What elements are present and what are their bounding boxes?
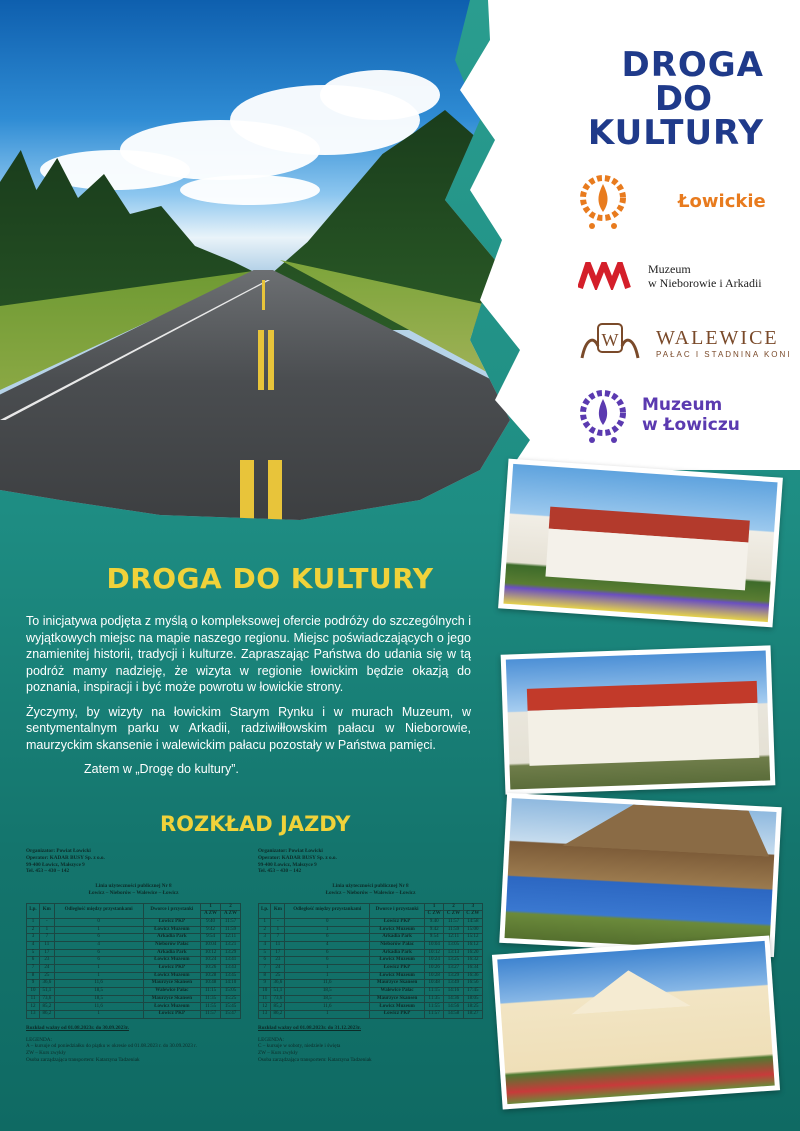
table-cell: 10:48 bbox=[201, 980, 221, 988]
table-cell: 13:49 bbox=[444, 980, 463, 988]
table-cell: 25 bbox=[39, 972, 54, 980]
table-cell: 86,2 bbox=[39, 1011, 54, 1019]
table-row bbox=[259, 918, 483, 926]
table-cell: 18:05 bbox=[463, 995, 482, 1003]
table-cell: 1 bbox=[54, 965, 143, 973]
table-cell: 13 bbox=[27, 1011, 40, 1019]
table-row bbox=[259, 980, 483, 988]
table-cell: 10:28 bbox=[424, 972, 443, 980]
table-cell: 13 bbox=[259, 1011, 271, 1019]
table-cell: 9 bbox=[259, 980, 271, 988]
table-cell: 73,6 bbox=[39, 995, 54, 1003]
table-cell: 1 bbox=[285, 965, 370, 973]
schedule-title: ROZKŁAD JAZDY bbox=[160, 812, 351, 836]
table-cell: Łowicz PKP bbox=[143, 918, 201, 926]
table-cell: Walewice Pałac bbox=[143, 988, 201, 996]
table-row bbox=[259, 995, 483, 1003]
table-cell: 5 bbox=[259, 949, 271, 957]
table-cell: 1 bbox=[271, 926, 285, 934]
table-row bbox=[27, 972, 241, 980]
table-cell: 13:13 bbox=[444, 949, 463, 957]
table-cell: Łowicz Muzeum bbox=[370, 1003, 425, 1011]
hero-road-photo bbox=[0, 0, 520, 540]
table-cell: 18:27 bbox=[463, 1011, 482, 1019]
table-cell: 0 bbox=[54, 918, 143, 926]
table-cell: 13:43 bbox=[221, 965, 241, 973]
table-cell: 10:04 bbox=[424, 941, 443, 949]
table-cell: 13:29 bbox=[444, 972, 463, 980]
table-cell: 15:00 bbox=[463, 926, 482, 934]
table-row bbox=[27, 941, 241, 949]
table-cell: 18,5 bbox=[285, 988, 370, 996]
table-cell: 14:36 bbox=[444, 995, 463, 1003]
muzeum-nieborow-logo: Muzeum w Nieborowie i Arkadii bbox=[578, 262, 762, 291]
table-cell: 13:27 bbox=[444, 965, 463, 973]
table-cell: Maurzyce Skansen bbox=[370, 980, 425, 988]
table-cell: 1 bbox=[259, 918, 271, 926]
table-cell: Arkadia Park bbox=[143, 949, 201, 957]
table-cell: 11 bbox=[39, 941, 54, 949]
table-cell: 12 bbox=[27, 1003, 40, 1011]
table-cell: 10 bbox=[27, 988, 40, 996]
table-row bbox=[27, 957, 241, 965]
table-cell: - bbox=[271, 918, 285, 926]
table-row bbox=[259, 957, 483, 965]
table-cell: 24 bbox=[39, 965, 54, 973]
table-cell: 10:12 bbox=[424, 949, 443, 957]
intro-paragraph-3: Zatem w „Drogę do kultury”. bbox=[84, 762, 239, 776]
table-cell: 11,6 bbox=[285, 980, 370, 988]
table-cell: 4 bbox=[259, 941, 271, 949]
table-cell: 2 bbox=[27, 926, 40, 934]
table-cell: 15:45 bbox=[221, 1003, 241, 1011]
timetable-1-heading: Linia użyteczności publicznej Nr 8 Łowicz – Nieborów – Walewice – Łowicz bbox=[88, 883, 179, 896]
table-cell: 13:21 bbox=[221, 941, 241, 949]
table-cell: 2 bbox=[259, 926, 271, 934]
table-cell: 1 bbox=[285, 1011, 370, 1019]
table-row bbox=[27, 1011, 241, 1019]
muzeum-lowicz-emblem-icon bbox=[578, 385, 628, 445]
table-row bbox=[27, 988, 241, 996]
table-cell: Łowicz Muzeum bbox=[370, 957, 425, 965]
table-cell: 7 bbox=[259, 965, 271, 973]
table-cell: 15:05 bbox=[221, 988, 241, 996]
table-cell: Maurzyce Skansen bbox=[370, 995, 425, 1003]
table-cell: 15:12 bbox=[463, 934, 482, 942]
table-cell: 7 bbox=[271, 934, 285, 942]
table-cell: 5 bbox=[27, 949, 40, 957]
table-cell: 25 bbox=[271, 972, 285, 980]
table-cell: 23 bbox=[39, 957, 54, 965]
table-row bbox=[27, 949, 241, 957]
table-cell: 15:25 bbox=[221, 995, 241, 1003]
table-cell: 13:29 bbox=[221, 949, 241, 957]
table-cell: Łowicz Muzeum bbox=[143, 926, 201, 934]
walewice-logo: W WALEWICE PAŁAC I STADNINA KONI bbox=[578, 318, 792, 368]
table-cell: 9 bbox=[27, 980, 40, 988]
table-cell: Łowicz PKP bbox=[370, 1011, 425, 1019]
timetable-1: Organizator: Powiat Łowicki Operator: KADAR BUSY Sp. z o.o. 99-400 Łowicz, Małszyce 9 Tel. 453 – 430 – 142 Linia użyteczności publicznej Nr 8 Łowicz – Nieborów – Walewice – Łowicz Lp. Km Odległość między przystankami Dworce i przystanki 1 2 A ZW A ZW 1 - 0 Łowicz PKP 9:40 11:57 2 1 1 Łowicz Muzeum 9:42 11:59 3 7 6 Arkadia Park 9:54 12:11 4 11 4 Nieborów Pałac 10:04 13:21 5 17 6 Arkadia Park 10:12 13:29 6 23 6 Łowicz Muzeum 10:24 13:41 7 24 1 Łowicz PKP 10:26 13:43 8 25 1 Łowicz Muzeum 10:28 13:45 9 36,6 11,6 Maurzyce Skansen 10:48 14:10 10 51,1 18,5 Walewice Pałac 11:15 15:05 11 73,6 18,5 Maurzyce Skansen 11:35 15:25 12 85,2 11,6 Łowicz Muzeum 11:55 15:45 13 86,2 1 Łowicz PKP 11:57 15:47 Rozkład ważny od 01.08.2023r. do 30.09.2023r. LEGENDA: A – kursuje od poniedziałku do piątku w okresie od 01.08.2023 r. do 30.09.2023 r. ZW – Kurs zwykły Osoba zarządzająca transportem: Katarzyna Tadzeniak bbox=[26, 848, 241, 1064]
table-cell: 16:56 bbox=[463, 980, 482, 988]
table-cell: 10:04 bbox=[201, 941, 221, 949]
table-cell: 6 bbox=[27, 957, 40, 965]
table-cell: 16:36 bbox=[463, 972, 482, 980]
table-row bbox=[27, 980, 241, 988]
table-cell: Łowicz PKP bbox=[370, 965, 425, 973]
table-cell: 36,6 bbox=[39, 980, 54, 988]
table-cell: 11:57 bbox=[424, 1011, 443, 1019]
table-cell: Arkadia Park bbox=[143, 934, 201, 942]
table-cell: 1 bbox=[39, 926, 54, 934]
table-cell: 6 bbox=[285, 934, 370, 942]
table-row bbox=[259, 1003, 483, 1011]
table-row bbox=[27, 926, 241, 934]
table-cell: 1 bbox=[27, 918, 40, 926]
table-cell: 14:58 bbox=[463, 918, 482, 926]
table-row bbox=[27, 965, 241, 973]
table-cell: 18,5 bbox=[54, 995, 143, 1003]
table-cell: 86,2 bbox=[271, 1011, 285, 1019]
table-cell: 13:05 bbox=[444, 941, 463, 949]
table-cell: 12:11 bbox=[444, 934, 463, 942]
table-cell: 13:41 bbox=[221, 957, 241, 965]
walewice-crest-icon bbox=[578, 318, 642, 368]
table-cell: 7 bbox=[27, 965, 40, 973]
table-cell: 10 bbox=[259, 988, 271, 996]
table-cell: 9:40 bbox=[201, 918, 221, 926]
table-cell: 1 bbox=[285, 972, 370, 980]
table-cell: 6 bbox=[54, 957, 143, 965]
table-cell: Arkadia Park bbox=[370, 934, 425, 942]
table-cell: 11:55 bbox=[201, 1003, 221, 1011]
table-cell: 11,6 bbox=[285, 1003, 370, 1011]
table-cell: Nieborów Pałac bbox=[143, 941, 201, 949]
table-cell: 11:59 bbox=[221, 926, 241, 934]
table-cell: 14:16 bbox=[444, 988, 463, 996]
table-row bbox=[259, 934, 483, 942]
table-cell: 10:12 bbox=[201, 949, 221, 957]
table-cell: 4 bbox=[27, 941, 40, 949]
svg-text:W: W bbox=[601, 330, 619, 350]
muzeum-lowicz-logo: Muzeum w Łowiczu bbox=[578, 385, 740, 445]
table-cell: 14:56 bbox=[444, 1003, 463, 1011]
table-cell: 14:10 bbox=[221, 980, 241, 988]
table-cell: 85,2 bbox=[271, 1003, 285, 1011]
table-cell: Łowicz PKP bbox=[143, 1011, 201, 1019]
table-cell: 11,6 bbox=[54, 1003, 143, 1011]
droga-do-kultury-logo: DROGA DO KULTURY bbox=[587, 45, 764, 153]
table-cell: 12:11 bbox=[221, 934, 241, 942]
table-cell: 1 bbox=[54, 926, 143, 934]
table-row bbox=[259, 965, 483, 973]
table-cell: 10:26 bbox=[201, 965, 221, 973]
timetable-1-table: Lp. Km Odległość między przystankami Dworce i przystanki 1 2 A ZW A ZW 1 - 0 Łowicz PKP 9:40 11:57 2 1 1 Łowicz Muzeum 9:42 11:59 3 7 6 Arkadia Park 9:54 12:11 4 11 4 Nieborów Pałac 10:04 13:21 5 17 6 Arkadia Park 10:12 13:29 6 23 6 Łowicz Muzeum 10:24 13:41 7 24 1 Łowicz PKP 10:26 13:43 8 25 1 Łowicz Muzeum 10:28 13:45 9 36,6 11,6 Maurzyce Skansen 10:48 14:10 10 51,1 18,5 Walewice Pałac 11:15 15:05 11 73,6 18,5 Maurzyce Skansen 11:35 15:25 12 85,2 11,6 Łowicz Muzeum 11:55 15:45 13 86,2 1 Łowicz PKP 11:57 15:47 bbox=[26, 903, 241, 1019]
table-cell: 18,5 bbox=[285, 995, 370, 1003]
table-cell: 6 bbox=[285, 957, 370, 965]
table-cell: Łowicz Muzeum bbox=[370, 972, 425, 980]
table-cell: 12 bbox=[259, 1003, 271, 1011]
table-cell: 4 bbox=[285, 941, 370, 949]
timetable-2-legend: LEGENDA: C – kursuje w soboty, niedziele i święta ZW – Kurs zwykły Osoba zarządzająca transportem: Katarzyna Tadzeniak bbox=[258, 1036, 372, 1063]
table-cell: 11:35 bbox=[424, 995, 443, 1003]
table-cell: 16:20 bbox=[463, 949, 482, 957]
photo-maurzyce-skansen bbox=[499, 793, 781, 957]
lowickie-emblem-icon bbox=[578, 172, 628, 230]
table-cell: 16:34 bbox=[463, 965, 482, 973]
intro-paragraph-1: To inicjatywa podjęta z myślą o kompleksowej ofercie podróży do szczególnych i wyjątkowych miejsc na mapie naszego regionu. Miejsc poświadczających o jego znamienitej historii, tradycji i kulturze. Zapraszając Państwa do udania się w tą podróż mamy nadzieję, że wizyta w regionie łowickim będzie okazją do poznania, inspiracji i być może powrotu w łowickie strony. bbox=[26, 614, 471, 694]
table-cell: Maurzyce Skansen bbox=[143, 980, 201, 988]
table-cell: 6 bbox=[54, 949, 143, 957]
table-cell: Arkadia Park bbox=[370, 949, 425, 957]
table-cell: 16:32 bbox=[463, 957, 482, 965]
table-cell: 10:48 bbox=[424, 980, 443, 988]
timetable-1-organizer: Organizator: Powiat Łowicki Operator: KADAR BUSY Sp. z o.o. 99-400 Łowicz, Małszyce 9 Tel. 453 – 430 – 142 bbox=[26, 848, 105, 875]
photo-walewice-palace bbox=[492, 935, 780, 1109]
table-cell: 11:15 bbox=[424, 988, 443, 996]
table-cell: 11:55 bbox=[424, 1003, 443, 1011]
nieborow-mark-icon bbox=[578, 262, 634, 290]
table-cell: 11:57 bbox=[444, 918, 463, 926]
table-row bbox=[259, 941, 483, 949]
table-cell: 11 bbox=[259, 995, 271, 1003]
table-cell: 9:54 bbox=[424, 934, 443, 942]
table-cell: 7 bbox=[39, 934, 54, 942]
timetable-2-heading: Linia użyteczności publicznej Nr 8 Łowicz – Nieborów – Walewice – Łowicz bbox=[325, 883, 416, 896]
table-cell: 11:57 bbox=[221, 918, 241, 926]
table-row bbox=[27, 995, 241, 1003]
table-cell: 9:42 bbox=[424, 926, 443, 934]
table-cell: 11:57 bbox=[201, 1011, 221, 1019]
table-cell: 18:25 bbox=[463, 1003, 482, 1011]
table-cell: Łowicz PKP bbox=[370, 918, 425, 926]
timetable-2: Organizator: Powiat Łowicki Operator: KADAR BUSY Sp. z o.o. 99-400 Łowicz, Małszyce 9 Tel. 453 – 430 – 142 Linia użyteczności publicznej Nr 8 Łowicz – Nieborów – Walewice – Łowicz Lp. Km Odległość między przystankami Dworce i przystanki 1 2 3 C ZW C ZW C ZW 1 - 0 Łowicz PKP 9:40 11:57 14:58 2 1 1 Łowicz Muzeum 9:42 11:59 15:00 3 7 6 Arkadia Park 9:54 12:11 15:12 4 11 4 Nieborów Pałac 10:04 13:05 16:12 5 17 6 Arkadia Park 10:12 13:13 16:20 6 23 6 Łowicz Muzeum 10:24 13:25 16:32 7 24 1 Łowicz PKP 10:26 13:27 16:34 8 25 1 Łowicz Muzeum 10:28 13:29 16:36 9 36,6 11,6 Maurzyce Skansen 10:48 13:49 16:56 10 51,1 18,5 Walewice Pałac 11:15 14:16 17:45 11 73,6 18,5 Maurzyce Skansen 11:35 14:36 18:05 12 85,2 11,6 Łowicz Muzeum 11:55 14:56 18:25 13 86,2 1 Łowicz PKP 11:57 14:58 18:27 Rozkład ważny od 01.08.2023r. do 31.12.2023r. LEGENDA: C – kursuje w soboty, niedziele i święta ZW – Kurs zwykły Osoba zarządzająca transportem: Katarzyna Tadzeniak bbox=[258, 848, 483, 1064]
table-cell: 11,6 bbox=[54, 980, 143, 988]
table-cell: 4 bbox=[54, 941, 143, 949]
table-cell: Łowicz PKP bbox=[143, 965, 201, 973]
table-row bbox=[259, 926, 483, 934]
table-cell: 10:24 bbox=[424, 957, 443, 965]
table-cell: 17 bbox=[271, 949, 285, 957]
table-cell: 10:24 bbox=[201, 957, 221, 965]
table-cell: 10:28 bbox=[201, 972, 221, 980]
timetable-2-organizer: Organizator: Powiat Łowicki Operator: KADAR BUSY Sp. z o.o. 99-400 Łowicz, Małszyce 9 Tel. 453 – 430 – 142 bbox=[258, 848, 337, 875]
table-cell: 85,2 bbox=[39, 1003, 54, 1011]
table-cell: 73,6 bbox=[271, 995, 285, 1003]
table-row bbox=[27, 918, 241, 926]
table-cell: 11:15 bbox=[201, 988, 221, 996]
table-row bbox=[259, 949, 483, 957]
table-cell: 17 bbox=[39, 949, 54, 957]
table-cell: 0 bbox=[285, 918, 370, 926]
table-cell: Łowicz Muzeum bbox=[143, 1003, 201, 1011]
table-cell: 13:45 bbox=[221, 972, 241, 980]
table-cell: 51,1 bbox=[271, 988, 285, 996]
table-cell: Maurzyce Skansen bbox=[143, 995, 201, 1003]
table-cell: 11:59 bbox=[444, 926, 463, 934]
table-cell: - bbox=[39, 918, 54, 926]
intro-text bbox=[26, 613, 471, 786]
lowickie-logo: Łowickie bbox=[578, 172, 766, 230]
table-row bbox=[259, 988, 483, 996]
intro-paragraph-2: Życzymy, by wizyty na łowickim Starym Rynku i w murach Muzeum, w sentymentalnym parku w Arkadii, radziwiłłowskim pałacu w Nieborowie, maurzyckim skansenie i walewickim pałacu pozostały w Państwa pamięci. bbox=[26, 704, 471, 752]
table-cell: 23 bbox=[271, 957, 285, 965]
table-cell: 11:35 bbox=[201, 995, 221, 1003]
table-cell: 14:58 bbox=[444, 1011, 463, 1019]
table-cell: 9:42 bbox=[201, 926, 221, 934]
table-cell: 1 bbox=[285, 926, 370, 934]
table-cell: Łowicz Muzeum bbox=[143, 972, 201, 980]
table-cell: 8 bbox=[259, 972, 271, 980]
table-cell: 17:45 bbox=[463, 988, 482, 996]
table-cell: 6 bbox=[54, 934, 143, 942]
table-cell: 13:25 bbox=[444, 957, 463, 965]
table-row bbox=[27, 1003, 241, 1011]
timetable-1-legend: LEGENDA: A – kursuje od poniedziałku do piątku w okresie od 01.08.2023 r. do 30.09.2023 r. ZW – Kurs zwykły Osoba zarządzająca transportem: Katarzyna Tadzeniak bbox=[26, 1036, 197, 1063]
table-cell: 24 bbox=[271, 965, 285, 973]
table-cell: 9:54 bbox=[201, 934, 221, 942]
table-cell: 8 bbox=[27, 972, 40, 980]
table-cell: Nieborów Pałac bbox=[370, 941, 425, 949]
table-cell: 9:40 bbox=[424, 918, 443, 926]
page-title: DROGA DO KULTURY bbox=[106, 562, 434, 595]
table-cell: Łowicz Muzeum bbox=[143, 957, 201, 965]
timetable-2-table: Lp. Km Odległość między przystankami Dworce i przystanki 1 2 3 C ZW C ZW C ZW 1 - 0 Łowicz PKP 9:40 11:57 14:58 2 1 1 Łowicz Muzeum 9:42 11:59 15:00 3 7 6 Arkadia Park 9:54 12:11 15:12 4 11 4 Nieborów Pałac 10:04 13:05 16:12 5 17 6 Arkadia Park 10:12 13:13 16:20 6 23 6 Łowicz Muzeum 10:24 13:25 16:32 7 24 1 Łowicz PKP 10:26 13:27 16:34 8 25 1 Łowicz Muzeum 10:28 13:29 16:36 9 36,6 11,6 Maurzyce Skansen 10:48 13:49 16:56 10 51,1 18,5 Walewice Pałac 11:15 14:16 17:45 11 73,6 18,5 Maurzyce Skansen 11:35 14:36 18:05 12 85,2 11,6 Łowicz Muzeum 11:55 14:56 18:25 13 86,2 1 Łowicz PKP 11:57 14:58 18:27 bbox=[258, 903, 483, 1019]
table-row bbox=[259, 972, 483, 980]
table-cell: 36,6 bbox=[271, 980, 285, 988]
table-cell: 6 bbox=[285, 949, 370, 957]
table-cell: 11 bbox=[27, 995, 40, 1003]
table-row bbox=[27, 934, 241, 942]
photo-lowicz-museum bbox=[501, 645, 776, 794]
table-cell: 10:26 bbox=[424, 965, 443, 973]
table-cell: 15:47 bbox=[221, 1011, 241, 1019]
table-cell: 11 bbox=[271, 941, 285, 949]
table-cell: 3 bbox=[259, 934, 271, 942]
table-cell: 16:12 bbox=[463, 941, 482, 949]
table-cell: Walewice Pałac bbox=[370, 988, 425, 996]
table-cell: 18,5 bbox=[54, 988, 143, 996]
table-cell: 6 bbox=[259, 957, 271, 965]
table-row bbox=[259, 1011, 483, 1019]
table-cell: 3 bbox=[27, 934, 40, 942]
table-cell: 1 bbox=[54, 1011, 143, 1019]
table-cell: Łowicz Muzeum bbox=[370, 926, 425, 934]
table-cell: 1 bbox=[54, 972, 143, 980]
photo-nieborow-palace bbox=[498, 459, 783, 628]
table-cell: 51,1 bbox=[39, 988, 54, 996]
